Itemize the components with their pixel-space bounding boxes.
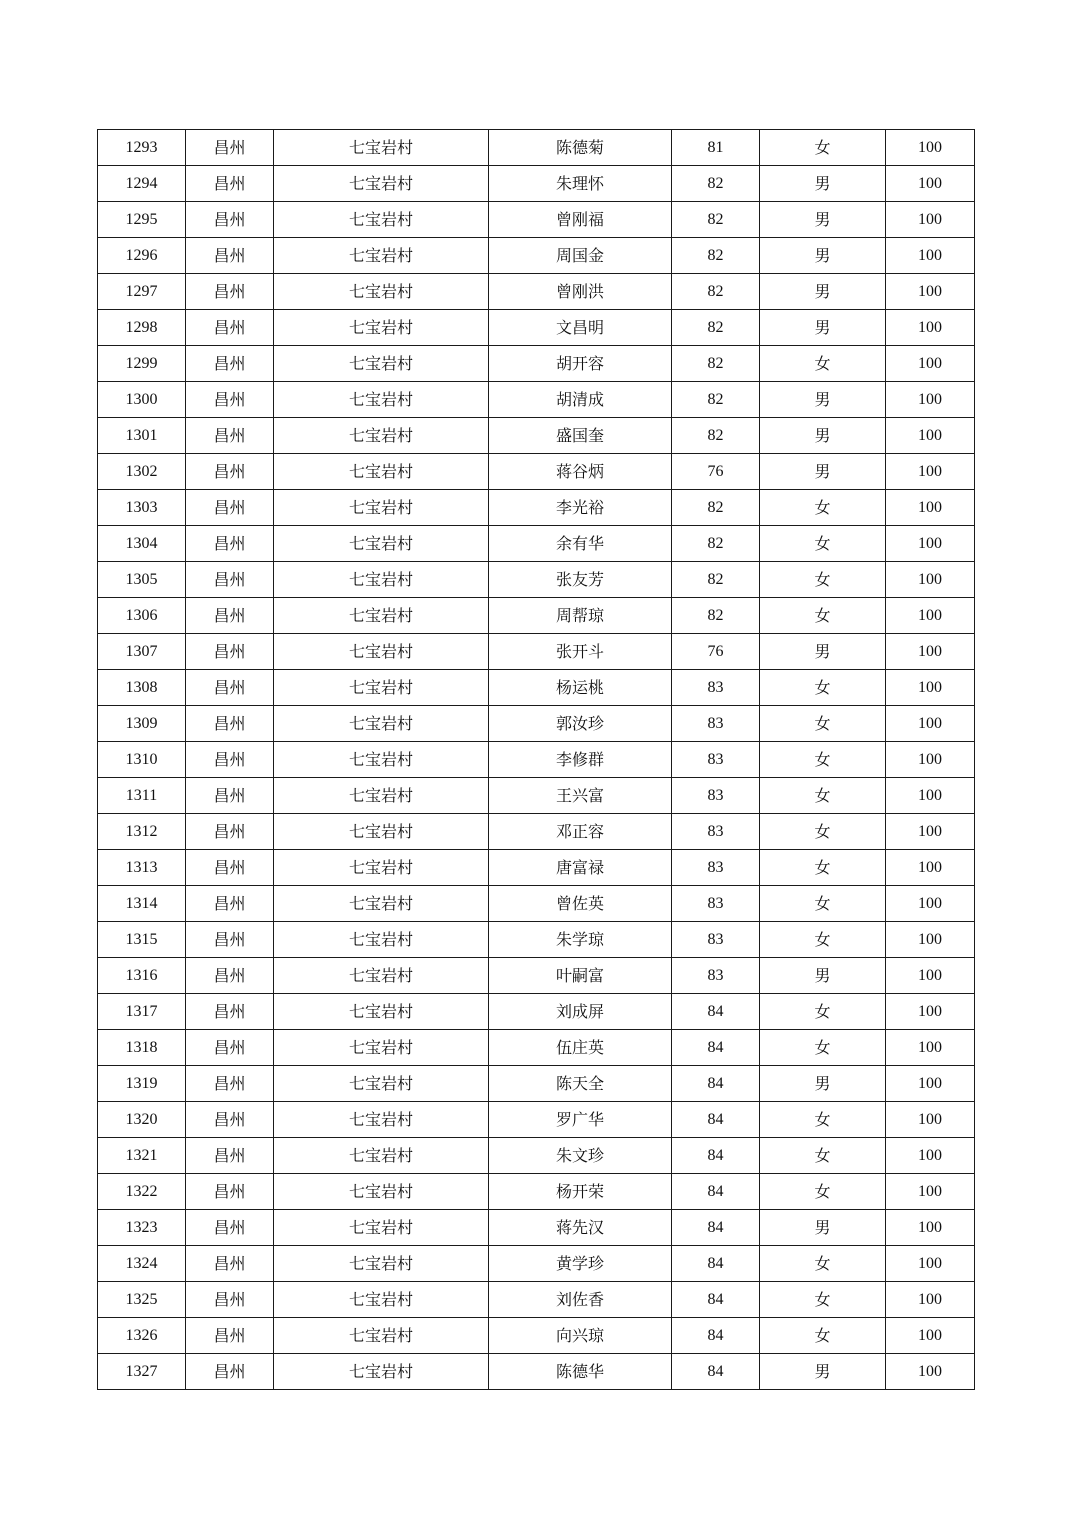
- cell-village: 七宝岩村: [274, 1210, 489, 1246]
- cell-county: 昌州: [186, 1174, 274, 1210]
- cell-name: 郭汝珍: [489, 706, 672, 742]
- cell-name: 陈德华: [489, 1354, 672, 1390]
- cell-amount: 100: [886, 742, 975, 778]
- cell-gender: 女: [760, 742, 886, 778]
- cell-id: 1309: [98, 706, 186, 742]
- cell-amount: 100: [886, 778, 975, 814]
- cell-name: 周帮琼: [489, 598, 672, 634]
- cell-village: 七宝岩村: [274, 1318, 489, 1354]
- cell-county: 昌州: [186, 490, 274, 526]
- cell-county: 昌州: [186, 1282, 274, 1318]
- cell-age: 83: [672, 958, 760, 994]
- cell-id: 1298: [98, 310, 186, 346]
- cell-village: 七宝岩村: [274, 958, 489, 994]
- cell-county: 昌州: [186, 382, 274, 418]
- cell-village: 七宝岩村: [274, 1174, 489, 1210]
- cell-id: 1312: [98, 814, 186, 850]
- cell-amount: 100: [886, 346, 975, 382]
- cell-amount: 100: [886, 1282, 975, 1318]
- cell-id: 1293: [98, 130, 186, 166]
- cell-gender: 男: [760, 454, 886, 490]
- cell-county: 昌州: [186, 742, 274, 778]
- cell-gender: 女: [760, 562, 886, 598]
- cell-gender: 女: [760, 1246, 886, 1282]
- cell-village: 七宝岩村: [274, 670, 489, 706]
- cell-amount: 100: [886, 382, 975, 418]
- table-row: [98, 958, 975, 994]
- cell-county: 昌州: [186, 1138, 274, 1174]
- cell-id: 1315: [98, 922, 186, 958]
- cell-county: 昌州: [186, 238, 274, 274]
- cell-age: 82: [672, 382, 760, 418]
- cell-age: 82: [672, 562, 760, 598]
- table-row: [98, 346, 975, 382]
- cell-name: 文昌明: [489, 310, 672, 346]
- cell-village: 七宝岩村: [274, 850, 489, 886]
- cell-age: 84: [672, 994, 760, 1030]
- cell-name: 胡清成: [489, 382, 672, 418]
- cell-amount: 100: [886, 1318, 975, 1354]
- cell-name: 伍庄英: [489, 1030, 672, 1066]
- cell-amount: 100: [886, 418, 975, 454]
- cell-gender: 男: [760, 958, 886, 994]
- cell-county: 昌州: [186, 166, 274, 202]
- table-row: [98, 1174, 975, 1210]
- cell-gender: 女: [760, 814, 886, 850]
- cell-village: 七宝岩村: [274, 310, 489, 346]
- roster-table: [97, 129, 975, 1390]
- cell-county: 昌州: [186, 562, 274, 598]
- cell-county: 昌州: [186, 274, 274, 310]
- cell-county: 昌州: [186, 202, 274, 238]
- cell-age: 83: [672, 670, 760, 706]
- cell-county: 昌州: [186, 706, 274, 742]
- cell-gender: 女: [760, 922, 886, 958]
- cell-id: 1318: [98, 1030, 186, 1066]
- cell-id: 1313: [98, 850, 186, 886]
- cell-village: 七宝岩村: [274, 490, 489, 526]
- table-row: [98, 1102, 975, 1138]
- cell-county: 昌州: [186, 310, 274, 346]
- table-row: [98, 238, 975, 274]
- cell-id: 1306: [98, 598, 186, 634]
- cell-amount: 100: [886, 1102, 975, 1138]
- table-row: [98, 994, 975, 1030]
- cell-id: 1320: [98, 1102, 186, 1138]
- cell-id: 1310: [98, 742, 186, 778]
- cell-name: 张开斗: [489, 634, 672, 670]
- cell-amount: 100: [886, 238, 975, 274]
- cell-id: 1327: [98, 1354, 186, 1390]
- cell-gender: 女: [760, 1318, 886, 1354]
- table-row: [98, 202, 975, 238]
- cell-village: 七宝岩村: [274, 418, 489, 454]
- cell-amount: 100: [886, 814, 975, 850]
- cell-county: 昌州: [186, 850, 274, 886]
- cell-gender: 男: [760, 202, 886, 238]
- cell-age: 82: [672, 166, 760, 202]
- cell-age: 82: [672, 418, 760, 454]
- cell-gender: 男: [760, 382, 886, 418]
- table-row: [98, 1066, 975, 1102]
- table-row: [98, 1138, 975, 1174]
- cell-amount: 100: [886, 562, 975, 598]
- cell-id: 1294: [98, 166, 186, 202]
- cell-county: 昌州: [186, 598, 274, 634]
- cell-gender: 女: [760, 850, 886, 886]
- cell-village: 七宝岩村: [274, 1354, 489, 1390]
- cell-county: 昌州: [186, 346, 274, 382]
- cell-age: 82: [672, 310, 760, 346]
- cell-county: 昌州: [186, 814, 274, 850]
- cell-county: 昌州: [186, 1246, 274, 1282]
- cell-amount: 100: [886, 958, 975, 994]
- cell-county: 昌州: [186, 634, 274, 670]
- table-row: [98, 670, 975, 706]
- cell-id: 1326: [98, 1318, 186, 1354]
- cell-county: 昌州: [186, 994, 274, 1030]
- cell-amount: 100: [886, 886, 975, 922]
- cell-amount: 100: [886, 1138, 975, 1174]
- cell-county: 昌州: [186, 778, 274, 814]
- table-row: [98, 886, 975, 922]
- cell-gender: 女: [760, 526, 886, 562]
- cell-county: 昌州: [186, 526, 274, 562]
- cell-gender: 女: [760, 706, 886, 742]
- cell-name: 刘成屏: [489, 994, 672, 1030]
- table-row: [98, 526, 975, 562]
- cell-gender: 女: [760, 1030, 886, 1066]
- cell-amount: 100: [886, 670, 975, 706]
- table-row: [98, 634, 975, 670]
- cell-gender: 女: [760, 994, 886, 1030]
- roster-table-body: [98, 130, 975, 1390]
- cell-village: 七宝岩村: [274, 598, 489, 634]
- cell-gender: 男: [760, 1066, 886, 1102]
- cell-age: 82: [672, 526, 760, 562]
- cell-village: 七宝岩村: [274, 922, 489, 958]
- cell-id: 1321: [98, 1138, 186, 1174]
- table-row: [98, 382, 975, 418]
- cell-name: 王兴富: [489, 778, 672, 814]
- cell-gender: 男: [760, 418, 886, 454]
- cell-county: 昌州: [186, 1066, 274, 1102]
- cell-county: 昌州: [186, 670, 274, 706]
- cell-amount: 100: [886, 850, 975, 886]
- cell-amount: 100: [886, 1246, 975, 1282]
- cell-age: 84: [672, 1066, 760, 1102]
- cell-amount: 100: [886, 922, 975, 958]
- cell-id: 1322: [98, 1174, 186, 1210]
- cell-amount: 100: [886, 490, 975, 526]
- cell-gender: 女: [760, 346, 886, 382]
- cell-village: 七宝岩村: [274, 562, 489, 598]
- cell-name: 蒋先汉: [489, 1210, 672, 1246]
- cell-gender: 男: [760, 1354, 886, 1390]
- cell-name: 蒋谷炳: [489, 454, 672, 490]
- cell-name: 李修群: [489, 742, 672, 778]
- table-row: [98, 490, 975, 526]
- cell-age: 83: [672, 814, 760, 850]
- cell-gender: 男: [760, 1210, 886, 1246]
- cell-name: 黄学珍: [489, 1246, 672, 1282]
- table-row: [98, 1354, 975, 1390]
- table-row: [98, 274, 975, 310]
- cell-age: 84: [672, 1138, 760, 1174]
- cell-village: 七宝岩村: [274, 454, 489, 490]
- cell-amount: 100: [886, 1174, 975, 1210]
- cell-name: 朱学琼: [489, 922, 672, 958]
- cell-gender: 女: [760, 778, 886, 814]
- cell-gender: 男: [760, 166, 886, 202]
- cell-name: 李光裕: [489, 490, 672, 526]
- cell-amount: 100: [886, 526, 975, 562]
- table-row: [98, 1246, 975, 1282]
- cell-gender: 男: [760, 310, 886, 346]
- cell-county: 昌州: [186, 1354, 274, 1390]
- cell-age: 84: [672, 1354, 760, 1390]
- cell-gender: 男: [760, 274, 886, 310]
- cell-name: 朱文珍: [489, 1138, 672, 1174]
- cell-id: 1314: [98, 886, 186, 922]
- cell-id: 1297: [98, 274, 186, 310]
- cell-name: 邓正容: [489, 814, 672, 850]
- cell-village: 七宝岩村: [274, 1102, 489, 1138]
- cell-gender: 女: [760, 598, 886, 634]
- cell-county: 昌州: [186, 454, 274, 490]
- cell-age: 83: [672, 850, 760, 886]
- cell-amount: 100: [886, 454, 975, 490]
- cell-id: 1301: [98, 418, 186, 454]
- cell-village: 七宝岩村: [274, 1282, 489, 1318]
- table-row: [98, 598, 975, 634]
- cell-village: 七宝岩村: [274, 814, 489, 850]
- cell-amount: 100: [886, 202, 975, 238]
- cell-amount: 100: [886, 1354, 975, 1390]
- cell-age: 82: [672, 598, 760, 634]
- cell-gender: 女: [760, 1282, 886, 1318]
- cell-age: 82: [672, 490, 760, 526]
- table-row: [98, 706, 975, 742]
- cell-village: 七宝岩村: [274, 742, 489, 778]
- cell-age: 84: [672, 1174, 760, 1210]
- cell-age: 84: [672, 1246, 760, 1282]
- table-row: [98, 1318, 975, 1354]
- cell-id: 1316: [98, 958, 186, 994]
- cell-name: 余有华: [489, 526, 672, 562]
- cell-village: 七宝岩村: [274, 886, 489, 922]
- cell-gender: 女: [760, 670, 886, 706]
- cell-village: 七宝岩村: [274, 526, 489, 562]
- cell-age: 84: [672, 1210, 760, 1246]
- cell-village: 七宝岩村: [274, 706, 489, 742]
- cell-age: 82: [672, 238, 760, 274]
- table-row: [98, 562, 975, 598]
- cell-age: 83: [672, 778, 760, 814]
- table-row: [98, 166, 975, 202]
- cell-amount: 100: [886, 130, 975, 166]
- cell-id: 1300: [98, 382, 186, 418]
- cell-gender: 男: [760, 238, 886, 274]
- cell-county: 昌州: [186, 130, 274, 166]
- cell-county: 昌州: [186, 1210, 274, 1246]
- cell-amount: 100: [886, 994, 975, 1030]
- cell-name: 杨运桃: [489, 670, 672, 706]
- cell-age: 84: [672, 1030, 760, 1066]
- cell-gender: 女: [760, 130, 886, 166]
- cell-id: 1324: [98, 1246, 186, 1282]
- cell-county: 昌州: [186, 1030, 274, 1066]
- cell-village: 七宝岩村: [274, 1246, 489, 1282]
- cell-name: 曾佐英: [489, 886, 672, 922]
- cell-age: 81: [672, 130, 760, 166]
- cell-age: 76: [672, 454, 760, 490]
- table-row: [98, 418, 975, 454]
- cell-village: 七宝岩村: [274, 994, 489, 1030]
- cell-name: 陈天全: [489, 1066, 672, 1102]
- cell-amount: 100: [886, 274, 975, 310]
- table-row: [98, 1030, 975, 1066]
- cell-amount: 100: [886, 166, 975, 202]
- cell-id: 1305: [98, 562, 186, 598]
- cell-county: 昌州: [186, 1102, 274, 1138]
- cell-amount: 100: [886, 1210, 975, 1246]
- cell-amount: 100: [886, 1066, 975, 1102]
- cell-name: 朱理怀: [489, 166, 672, 202]
- cell-village: 七宝岩村: [274, 778, 489, 814]
- cell-village: 七宝岩村: [274, 634, 489, 670]
- cell-id: 1302: [98, 454, 186, 490]
- cell-id: 1295: [98, 202, 186, 238]
- cell-village: 七宝岩村: [274, 382, 489, 418]
- cell-village: 七宝岩村: [274, 1066, 489, 1102]
- table-row: [98, 742, 975, 778]
- table-row: [98, 130, 975, 166]
- cell-gender: 男: [760, 634, 886, 670]
- cell-name: 杨开荣: [489, 1174, 672, 1210]
- cell-name: 盛国奎: [489, 418, 672, 454]
- cell-id: 1296: [98, 238, 186, 274]
- cell-county: 昌州: [186, 958, 274, 994]
- cell-village: 七宝岩村: [274, 1138, 489, 1174]
- cell-age: 82: [672, 202, 760, 238]
- table-row: [98, 850, 975, 886]
- cell-id: 1319: [98, 1066, 186, 1102]
- cell-name: 陈德菊: [489, 130, 672, 166]
- cell-age: 84: [672, 1282, 760, 1318]
- cell-gender: 女: [760, 1174, 886, 1210]
- cell-village: 七宝岩村: [274, 1030, 489, 1066]
- cell-amount: 100: [886, 310, 975, 346]
- cell-age: 76: [672, 634, 760, 670]
- cell-village: 七宝岩村: [274, 238, 489, 274]
- cell-name: 刘佐香: [489, 1282, 672, 1318]
- cell-id: 1317: [98, 994, 186, 1030]
- cell-amount: 100: [886, 598, 975, 634]
- cell-name: 向兴琼: [489, 1318, 672, 1354]
- cell-name: 周国金: [489, 238, 672, 274]
- cell-age: 83: [672, 742, 760, 778]
- table-row: [98, 1210, 975, 1246]
- cell-id: 1311: [98, 778, 186, 814]
- cell-county: 昌州: [186, 1318, 274, 1354]
- cell-name: 叶嗣富: [489, 958, 672, 994]
- cell-id: 1299: [98, 346, 186, 382]
- cell-name: 曾刚洪: [489, 274, 672, 310]
- cell-gender: 女: [760, 1102, 886, 1138]
- cell-county: 昌州: [186, 418, 274, 454]
- table-row: [98, 454, 975, 490]
- cell-county: 昌州: [186, 922, 274, 958]
- table-row: [98, 1282, 975, 1318]
- cell-village: 七宝岩村: [274, 346, 489, 382]
- cell-name: 张友芳: [489, 562, 672, 598]
- cell-county: 昌州: [186, 886, 274, 922]
- cell-age: 82: [672, 346, 760, 382]
- cell-age: 84: [672, 1102, 760, 1138]
- table-row: [98, 778, 975, 814]
- cell-id: 1323: [98, 1210, 186, 1246]
- cell-amount: 100: [886, 1030, 975, 1066]
- cell-age: 83: [672, 922, 760, 958]
- cell-id: 1307: [98, 634, 186, 670]
- cell-gender: 女: [760, 1138, 886, 1174]
- cell-village: 七宝岩村: [274, 166, 489, 202]
- cell-age: 83: [672, 706, 760, 742]
- cell-id: 1325: [98, 1282, 186, 1318]
- cell-age: 84: [672, 1318, 760, 1354]
- table-row: [98, 814, 975, 850]
- cell-amount: 100: [886, 706, 975, 742]
- cell-village: 七宝岩村: [274, 130, 489, 166]
- cell-name: 唐富禄: [489, 850, 672, 886]
- table-row: [98, 922, 975, 958]
- cell-gender: 女: [760, 886, 886, 922]
- cell-village: 七宝岩村: [274, 202, 489, 238]
- cell-age: 82: [672, 274, 760, 310]
- cell-name: 曾刚福: [489, 202, 672, 238]
- cell-id: 1303: [98, 490, 186, 526]
- cell-id: 1304: [98, 526, 186, 562]
- cell-gender: 女: [760, 490, 886, 526]
- cell-id: 1308: [98, 670, 186, 706]
- cell-age: 83: [672, 886, 760, 922]
- cell-name: 罗广华: [489, 1102, 672, 1138]
- cell-name: 胡开容: [489, 346, 672, 382]
- cell-village: 七宝岩村: [274, 274, 489, 310]
- cell-amount: 100: [886, 634, 975, 670]
- table-row: [98, 310, 975, 346]
